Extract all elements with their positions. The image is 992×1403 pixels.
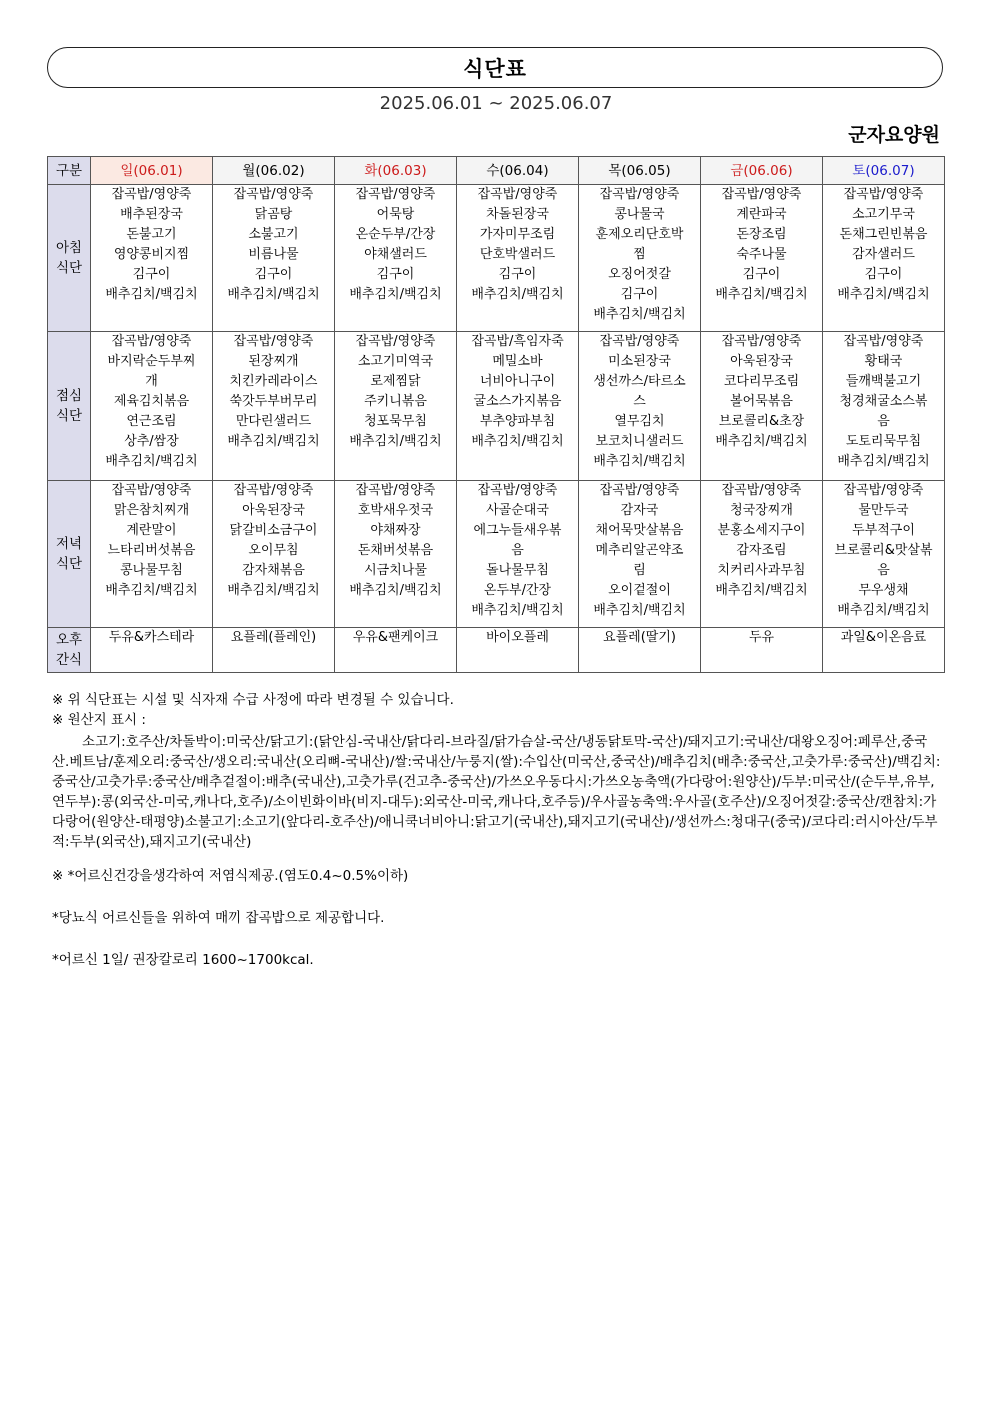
meal-label bbox=[48, 332, 91, 481]
menu-item: 김구이 bbox=[498, 267, 537, 282]
menu-cell bbox=[823, 481, 945, 628]
menu-item: 음 bbox=[877, 414, 890, 429]
menu-item: 도토리묵무침 bbox=[845, 434, 922, 449]
menu-item: 오이무침 bbox=[248, 543, 299, 558]
menu-item: 배추김치/백김치 bbox=[715, 287, 808, 302]
menu-cell bbox=[91, 185, 213, 332]
meal-label-line: 점심 bbox=[55, 388, 83, 404]
menu-item: 치킨카레라이스 bbox=[229, 374, 318, 389]
menu-cell bbox=[457, 481, 579, 628]
dinner-row bbox=[48, 481, 945, 628]
menu-cell bbox=[91, 481, 213, 628]
menu-item: 비름나물 bbox=[248, 247, 299, 262]
menu-item: 바이오플레 bbox=[486, 630, 549, 645]
menu-item: 황태국 bbox=[864, 354, 903, 369]
weekly-menu-table bbox=[47, 156, 945, 673]
menu-item: 계란말이 bbox=[126, 523, 177, 538]
menu-item: 요플레(딸기) bbox=[603, 630, 676, 645]
menu-item: 로제찜닭 bbox=[370, 374, 421, 389]
day-header-sun: 일(06.01) bbox=[91, 157, 213, 185]
meal-label-line: 간식 bbox=[55, 652, 83, 668]
organization-name: 군자요양원 bbox=[848, 124, 940, 146]
menu-item: 잡곡밥/영양죽 bbox=[111, 187, 192, 202]
menu-item: 가자미무조림 bbox=[479, 227, 556, 242]
menu-item: 연근조림 bbox=[126, 414, 177, 429]
menu-item: 김구이 bbox=[132, 267, 171, 282]
menu-item: 분홍소세지구이 bbox=[717, 523, 806, 538]
menu-cell bbox=[701, 481, 823, 628]
menu-item: 배추김치/백김치 bbox=[349, 287, 442, 302]
menu-item: 차돌된장국 bbox=[486, 207, 549, 222]
menu-item: 어묵탕 bbox=[376, 207, 415, 222]
menu-item: 잡곡밥/영양죽 bbox=[843, 483, 924, 498]
menu-cell bbox=[213, 628, 335, 673]
menu-item: 잡곡밥/영양죽 bbox=[477, 187, 558, 202]
menu-item: 요플레(플레인) bbox=[230, 630, 317, 645]
menu-item: 너비아니구이 bbox=[479, 374, 556, 389]
menu-item: 잡곡밥/영양죽 bbox=[843, 334, 924, 349]
menu-item: 배추김치/백김치 bbox=[593, 603, 686, 618]
menu-item: 김구이 bbox=[864, 267, 903, 282]
meal-label bbox=[48, 628, 91, 673]
menu-item: 잡곡밥/영양죽 bbox=[599, 187, 680, 202]
menu-item: 코다리무조림 bbox=[723, 374, 800, 389]
origin-title: ※ 원산지 표시 : bbox=[52, 712, 146, 728]
menu-item: 단호박샐러드 bbox=[479, 247, 556, 262]
menu-item: 청국장찌개 bbox=[730, 503, 793, 518]
menu-cell bbox=[213, 332, 335, 481]
menu-title-box bbox=[47, 47, 943, 88]
menu-item: 배추김치/백김치 bbox=[471, 287, 564, 302]
menu-cell bbox=[457, 628, 579, 673]
menu-item: 열무김치 bbox=[614, 414, 665, 429]
menu-cell bbox=[457, 185, 579, 332]
menu-cell bbox=[213, 185, 335, 332]
meal-label-line: 오후 bbox=[55, 632, 83, 648]
menu-item: 스 bbox=[633, 394, 646, 409]
menu-item: 미소된장국 bbox=[608, 354, 671, 369]
menu-item: 두유 bbox=[748, 630, 775, 645]
menu-item: 야채짜장 bbox=[370, 523, 421, 538]
menu-item: 배추김치/백김치 bbox=[593, 454, 686, 469]
diabetic-note: *당뇨식 어르신들을 위하여 매끼 잡곡밥으로 제공합니다. bbox=[52, 910, 385, 926]
menu-cell bbox=[335, 481, 457, 628]
menu-item: 계란파국 bbox=[736, 207, 787, 222]
menu-item: 상추/쌈장 bbox=[124, 434, 179, 449]
menu-item: 돈불고기 bbox=[126, 227, 177, 242]
menu-item: 들깨백불고기 bbox=[845, 374, 922, 389]
menu-item: 두유&카스테라 bbox=[108, 630, 195, 645]
menu-item: 보코치니샐러드 bbox=[595, 434, 684, 449]
menu-item: 잡곡밥/영양죽 bbox=[599, 334, 680, 349]
menu-item: 배추김치/백김치 bbox=[105, 454, 198, 469]
menu-item: 배추김치/백김치 bbox=[715, 434, 808, 449]
menu-item: 개 bbox=[145, 374, 158, 389]
menu-item: 배추김치/백김치 bbox=[105, 287, 198, 302]
menu-item: 돈장조림 bbox=[736, 227, 787, 242]
menu-item: 볼어묵볶음 bbox=[730, 394, 793, 409]
snack-row bbox=[48, 628, 945, 673]
menu-item: 채어묵맛살볶음 bbox=[595, 523, 684, 538]
menu-item: 배추김치/백김치 bbox=[349, 583, 442, 598]
menu-item: 우유&팬케이크 bbox=[352, 630, 439, 645]
menu-cell bbox=[335, 185, 457, 332]
day-header-wed: 수(06.04) bbox=[457, 157, 579, 185]
menu-item: 음 bbox=[511, 543, 524, 558]
menu-cell bbox=[701, 185, 823, 332]
menu-item: 잡곡밥/흑임자죽 bbox=[471, 334, 564, 349]
menu-item: 주키니볶음 bbox=[364, 394, 427, 409]
breakfast-row bbox=[48, 185, 945, 332]
menu-item: 배추김치/백김치 bbox=[349, 434, 442, 449]
menu-item: 두부적구이 bbox=[852, 523, 915, 538]
menu-item: 숙주나물 bbox=[736, 247, 787, 262]
menu-item: 감자샐러드 bbox=[852, 247, 915, 262]
menu-item: 야채샐러드 bbox=[364, 247, 427, 262]
menu-item: 감자국 bbox=[620, 503, 659, 518]
menu-item: 배추김치/백김치 bbox=[227, 287, 320, 302]
menu-item: 느타리버섯볶음 bbox=[107, 543, 196, 558]
menu-item: 에그누들새우볶 bbox=[473, 523, 562, 538]
menu-item: 닭갈비소금구이 bbox=[229, 523, 318, 538]
menu-item: 생선까스/타르소 bbox=[593, 374, 686, 389]
menu-item: 브로콜리&맛살볶 bbox=[834, 543, 933, 558]
low-salt-note: ※ *어르신건강을생각하여 저염식제공.(염도0.4~0.5%이하) bbox=[52, 868, 409, 884]
menu-item: 김구이 bbox=[742, 267, 781, 282]
menu-cell bbox=[335, 628, 457, 673]
menu-item: 잡곡밥/영양죽 bbox=[233, 187, 314, 202]
menu-item: 배추김치/백김치 bbox=[837, 454, 930, 469]
meal-label-line: 식단 bbox=[55, 556, 83, 572]
menu-item: 잡곡밥/영양죽 bbox=[233, 334, 314, 349]
menu-item: 영양콩비지찜 bbox=[113, 247, 190, 262]
date-range: 2025.06.01 ~ 2025.06.07 bbox=[379, 93, 613, 114]
menu-item: 찜 bbox=[633, 247, 646, 262]
change-notice: ※ 위 식단표는 시설 및 식자재 수급 사정에 따라 변경될 수 있습니다. bbox=[52, 692, 454, 708]
meal-label-line: 아침 bbox=[55, 240, 83, 256]
menu-item: 배추김치/백김치 bbox=[227, 434, 320, 449]
menu-item: 브로콜리&초장 bbox=[718, 414, 805, 429]
menu-item: 메밀소바 bbox=[492, 354, 543, 369]
menu-item: 훈제오리단호박 bbox=[595, 227, 684, 242]
table-header-row bbox=[48, 157, 945, 185]
meal-label bbox=[48, 481, 91, 628]
menu-item: 배추김치/백김치 bbox=[715, 583, 808, 598]
day-header-mon: 월(06.02) bbox=[213, 157, 335, 185]
menu-item: 배추김치/백김치 bbox=[105, 583, 198, 598]
menu-cell bbox=[91, 332, 213, 481]
menu-cell bbox=[335, 332, 457, 481]
menu-item: 과일&이온음료 bbox=[840, 630, 927, 645]
origin-body: 소고기:호주산/차돌박이:미국산/닭고기:(닭안심-국내산/닭다리-브라질/닭가슴살-국산/냉동닭토막-국산)/돼지고기:국내산/대왕오징어:페루산,중국산.베트남/훈제오리:중국산/생오리:국내산(오리뼈-국내산)/쌀:국내산/누룽지(쌀):수입산(미국산,중국산)/배추김치(배추:중국산,고춧가루:중국산)/백김치:중국산/고춧가루:중국산/배추겉절이:배추(국내산),고춧가루(건고추-중국산)/가쓰오우동다시:가쓰오농축액(가다랑어:원양산)/두부:미국산/(순두부,유부,연두부):콩(외국산-미국,캐나다,호주)/소이빈화이바(비지-대두):외국산-미국,캐나다,호주등)/우사골농축액:우사골(호주산)/오징어젓갈:중국산/캔참치:가다랑어(원양산-태평양)소불고기:소고기(앞다리-호주산)/애니쿡너비아니:닭고기(국내산),돼지고기(국내산)/생선까스:청대구(중국)/코다리:러시아산/두부적:두부(외국산),돼지고기(국내산) bbox=[52, 734, 941, 850]
menu-item: 잡곡밥/영양죽 bbox=[721, 187, 802, 202]
menu-item: 콩나물국 bbox=[614, 207, 665, 222]
menu-item: 배추김치/백김치 bbox=[471, 603, 564, 618]
menu-item: 배추김치/백김치 bbox=[837, 287, 930, 302]
menu-item: 맑은참치찌개 bbox=[113, 503, 190, 518]
corner-header: 구분 bbox=[48, 157, 91, 185]
menu-item: 김구이 bbox=[376, 267, 415, 282]
menu-item: 잡곡밥/영양죽 bbox=[355, 483, 436, 498]
menu-item: 오이겉절이 bbox=[608, 583, 671, 598]
menu-item: 메추리알곤약조 bbox=[595, 543, 684, 558]
menu-item: 소불고기 bbox=[248, 227, 299, 242]
menu-item: 청포묵무침 bbox=[364, 414, 427, 429]
menu-item: 콩나물무침 bbox=[120, 563, 183, 578]
menu-cell bbox=[579, 185, 701, 332]
menu-item: 물만두국 bbox=[858, 503, 909, 518]
calorie-note: *어르신 1일/ 권장칼로리 1600~1700kcal. bbox=[52, 952, 314, 968]
menu-item: 배추김치/백김치 bbox=[471, 434, 564, 449]
menu-item: 배추된장국 bbox=[120, 207, 183, 222]
menu-item: 잡곡밥/영양죽 bbox=[843, 187, 924, 202]
menu-item: 제육김치볶음 bbox=[113, 394, 190, 409]
menu-item: 잡곡밥/영양죽 bbox=[111, 334, 192, 349]
menu-item: 김구이 bbox=[254, 267, 293, 282]
menu-cell bbox=[457, 332, 579, 481]
menu-item: 배추김치/백김치 bbox=[837, 603, 930, 618]
menu-cell bbox=[579, 628, 701, 673]
menu-item: 굴소스가지볶음 bbox=[473, 394, 562, 409]
menu-item: 배추김치/백김치 bbox=[227, 583, 320, 598]
menu-item: 잡곡밥/영양죽 bbox=[355, 334, 436, 349]
menu-item: 돈채그린빈볶음 bbox=[839, 227, 928, 242]
menu-item: 소고기미역국 bbox=[357, 354, 434, 369]
page-title: 식단표 bbox=[463, 56, 527, 81]
menu-item: 아욱된장국 bbox=[242, 503, 305, 518]
menu-item: 음 bbox=[877, 563, 890, 578]
menu-item: 잡곡밥/영양죽 bbox=[721, 483, 802, 498]
day-header-thu: 목(06.05) bbox=[579, 157, 701, 185]
menu-item: 사골순대국 bbox=[486, 503, 549, 518]
menu-item: 감자채볶음 bbox=[242, 563, 305, 578]
meal-label-line: 식단 bbox=[55, 408, 83, 424]
menu-item: 온순두부/간장 bbox=[355, 227, 436, 242]
menu-item: 무우생채 bbox=[858, 583, 909, 598]
menu-item: 잡곡밥/영양죽 bbox=[721, 334, 802, 349]
menu-item: 배추김치/백김치 bbox=[593, 307, 686, 322]
menu-item: 김구이 bbox=[620, 287, 659, 302]
menu-item: 치커리사과무침 bbox=[717, 563, 806, 578]
menu-item: 부추양파부침 bbox=[479, 414, 556, 429]
menu-item: 잡곡밥/영양죽 bbox=[233, 483, 314, 498]
menu-item: 온두부/간장 bbox=[483, 583, 552, 598]
day-header-fri: 금(06.06) bbox=[701, 157, 823, 185]
lunch-row bbox=[48, 332, 945, 481]
menu-item: 잡곡밥/영양죽 bbox=[599, 483, 680, 498]
meal-label bbox=[48, 185, 91, 332]
menu-cell bbox=[823, 185, 945, 332]
menu-item: 잡곡밥/영양죽 bbox=[111, 483, 192, 498]
menu-cell bbox=[91, 628, 213, 673]
menu-item: 닭곰탕 bbox=[254, 207, 293, 222]
menu-item: 청경채굴소스볶 bbox=[839, 394, 928, 409]
menu-cell bbox=[579, 332, 701, 481]
menu-item: 호박새우젓국 bbox=[357, 503, 434, 518]
menu-cell bbox=[701, 628, 823, 673]
menu-item: 돈채버섯볶음 bbox=[357, 543, 434, 558]
menu-item: 시금치나물 bbox=[364, 563, 427, 578]
menu-item: 잡곡밥/영양죽 bbox=[355, 187, 436, 202]
menu-item: 쑥갓두부버무리 bbox=[229, 394, 318, 409]
menu-item: 감자조림 bbox=[736, 543, 787, 558]
day-header-sat: 토(06.07) bbox=[823, 157, 945, 185]
menu-item: 바지락순두부찌 bbox=[107, 354, 196, 369]
menu-item: 만다린샐러드 bbox=[235, 414, 312, 429]
meal-label-line: 저녁 bbox=[55, 536, 83, 552]
menu-item: 된장찌개 bbox=[248, 354, 299, 369]
menu-item: 소고기무국 bbox=[852, 207, 915, 222]
notes-section bbox=[52, 690, 942, 970]
menu-cell bbox=[213, 481, 335, 628]
menu-item: 오징어젓갈 bbox=[608, 267, 671, 282]
menu-cell bbox=[701, 332, 823, 481]
menu-item: 돌나물무침 bbox=[486, 563, 549, 578]
menu-item: 림 bbox=[633, 563, 646, 578]
menu-cell bbox=[823, 628, 945, 673]
day-header-tue: 화(06.03) bbox=[335, 157, 457, 185]
menu-item: 잡곡밥/영양죽 bbox=[477, 483, 558, 498]
meal-label-line: 식단 bbox=[55, 260, 83, 276]
menu-item: 아욱된장국 bbox=[730, 354, 793, 369]
menu-cell bbox=[823, 332, 945, 481]
menu-cell bbox=[579, 481, 701, 628]
